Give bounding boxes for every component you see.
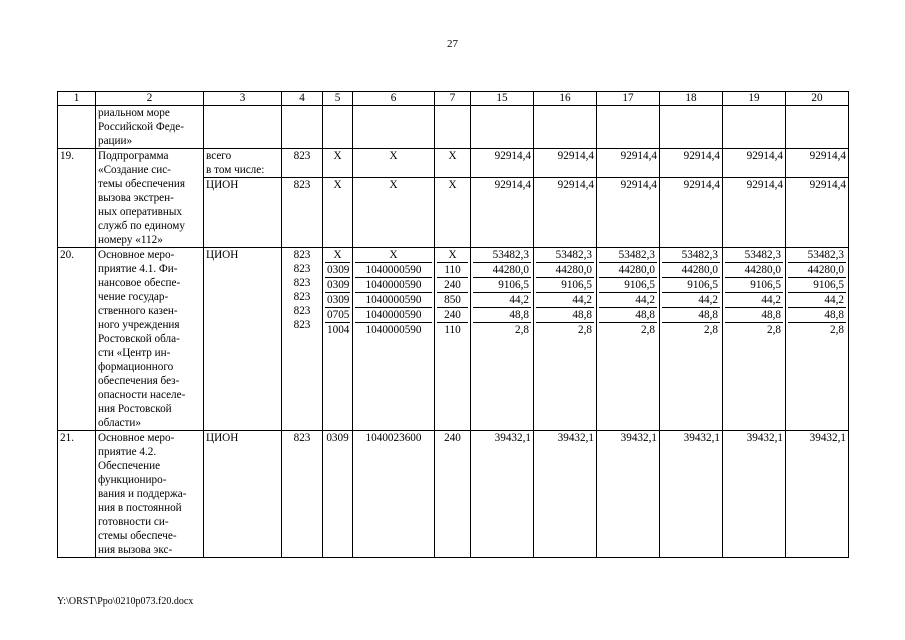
csr-line: 1040000590 [355,293,432,308]
page-number: 27 [447,38,458,50]
empty-cell [204,106,282,149]
value-line: 53482,3 [662,248,720,263]
value-line: 2,8 [515,324,529,336]
header-cell: 2 [96,92,204,106]
header-cell: 15 [471,92,534,106]
csr-line: 1040000590 [355,263,432,278]
name-line: вызова экстрен- [98,192,174,204]
header-cell: 4 [282,92,323,106]
header-cell: 17 [597,92,660,106]
value-cell: 92914,4 [660,149,723,178]
value-line: 9106,5 [725,278,783,293]
empty-cell [323,106,353,149]
name-line: Основное меро- [98,249,175,261]
header-row [58,92,849,106]
name-line: ных оперативных [98,206,182,218]
csr-line: 1040000590 [355,278,432,293]
name-line: сти «Центр ин- [98,347,171,359]
value-line: 9106,5 [473,278,531,293]
name-line: Ростовской обла- [98,333,180,345]
header-cell: 20 [786,92,849,106]
value-line: 2,8 [767,324,781,336]
header-cell: 1 [58,92,96,106]
grbs-line: 823 [293,263,311,275]
value-line: 48,8 [599,308,657,323]
name-line: нансовое обеспе- [98,277,181,289]
table-row-19a [58,149,849,178]
value-line: 53482,3 [599,248,657,263]
rzpr-cell: 0309 [323,431,353,558]
empty-cell [435,106,471,149]
value-cell: 92914,4 [471,178,534,248]
value-line: 48,8 [725,308,783,323]
header-cell: 3 [204,92,282,106]
value-line: 53482,3 [788,248,846,263]
grbs-cell: 823 [282,149,323,178]
csr-cell: 1040023600 [353,431,435,558]
name-line: ственного казен- [98,305,178,317]
value-line: 9106,5 [788,278,846,293]
vr-line: 850 [437,293,468,308]
name-line: риальном море [98,107,170,119]
name-line: ного учреждения [98,319,180,331]
value-cell: 92914,4 [723,149,786,178]
grbs-cell: 823 [282,431,323,558]
empty-cell [282,106,323,149]
grbs-line: 823 [293,291,311,303]
value-cell: 92914,4 [597,149,660,178]
name-line: Основное меро- [98,432,175,444]
grbs-line: 823 [293,305,311,317]
value-line: 9106,5 [662,278,720,293]
file-path-footer: Y:\ORST\Ppo\0210p073.f20.docx [57,596,194,607]
table-row-continuation [58,106,849,149]
value-cell: 39432,1 [786,431,849,558]
grbs-line: 823 [293,277,311,289]
csr-line: 1040000590 [365,324,422,336]
name-line: области» [98,417,141,429]
value-line: 9106,5 [536,278,594,293]
name-line: ния Ростовской [98,403,172,415]
vr-line: 240 [437,308,468,323]
value-line: 44280,0 [788,263,846,278]
name-line: вания и поддержа- [98,488,187,500]
value-line: 2,8 [578,324,592,336]
name-line: приятие 4.1. Фи- [98,263,178,275]
csr-cell: Х [353,178,435,248]
vr-line: 240 [437,278,468,293]
value-cell: 92914,4 [597,178,660,248]
value-cell: 92914,4 [786,149,849,178]
value-cell: 92914,4 [471,149,534,178]
name-line: готовности си- [98,516,169,528]
name-line: темы обеспечения [98,178,185,190]
vr-cell [435,248,471,431]
rzpr-line: Х [325,248,350,263]
empty-cell [660,106,723,149]
value-line: 2,8 [704,324,718,336]
name-line: служб по единому [98,220,185,232]
rzpr-cell [323,248,353,431]
name-line: опасности населе- [98,389,186,401]
value-cell: 92914,4 [534,149,597,178]
empty-cell [353,106,435,149]
value-cell [597,248,660,431]
name-line: «Создание сис- [98,164,171,176]
rzpr-line: 0309 [327,279,350,291]
value-cell [471,248,534,431]
table-row-21 [58,431,849,558]
rzpr-line: 0705 [327,309,350,321]
value-cell: 39432,1 [660,431,723,558]
value-line: 48,8 [536,308,594,323]
value-cell: 39432,1 [597,431,660,558]
name-line: номеру «112» [98,234,163,246]
value-cell: 92914,4 [534,178,597,248]
header-cell: 7 [435,92,471,106]
value-cell: 92914,4 [723,178,786,248]
rzpr-line: 0309 [327,264,350,276]
executor-cell: ЦИОН [204,178,282,248]
value-line: 48,8 [788,308,846,323]
executor-cell: ЦИОН [204,431,282,558]
executor-cell [204,149,282,178]
row-name-cell [96,106,204,149]
vr-line: 110 [444,324,461,336]
empty-cell [786,106,849,149]
value-line: 48,8 [662,308,720,323]
value-line: 53482,3 [725,248,783,263]
value-line: 44280,0 [473,263,531,278]
csr-line: 1040000590 [355,308,432,323]
header-cell: 6 [353,92,435,106]
header-cell: 16 [534,92,597,106]
value-line: 44280,0 [662,263,720,278]
table-row-20 [58,248,849,431]
budget-table [57,91,849,558]
value-cell: 92914,4 [786,178,849,248]
row-name-cell [96,149,204,248]
empty-cell [534,106,597,149]
value-line: 44280,0 [725,263,783,278]
empty-cell [723,106,786,149]
header-cell: 19 [723,92,786,106]
value-cell [660,248,723,431]
vr-cell: Х [435,149,471,178]
empty-cell [597,106,660,149]
rzpr-line: 0309 [327,294,350,306]
value-line: 44280,0 [536,263,594,278]
row-name-cell [96,431,204,558]
value-line: 9106,5 [599,278,657,293]
value-line: 44,2 [788,293,846,308]
value-line: 44280,0 [599,263,657,278]
executor-line: всего [206,150,232,162]
grbs-cell [282,248,323,431]
value-line: 2,8 [641,324,655,336]
value-cell [723,248,786,431]
name-line: чение государ- [98,291,169,303]
name-line: Российской Феде- [98,121,184,133]
vr-line: Х [437,248,468,263]
name-line: Обеспечение [98,460,161,472]
value-line: 2,8 [830,324,844,336]
header-cell: 18 [660,92,723,106]
grbs-line: 823 [293,249,311,261]
value-line: 44,2 [473,293,531,308]
vr-line: 110 [437,263,468,278]
rzpr-line: 1004 [327,324,350,336]
name-line: рации» [98,135,133,147]
name-line: ния вызова экс- [98,544,173,556]
rzpr-cell: Х [323,178,353,248]
vr-cell: Х [435,178,471,248]
empty-cell [471,106,534,149]
value-line: 44,2 [725,293,783,308]
value-line: 48,8 [473,308,531,323]
value-cell: 39432,1 [723,431,786,558]
row-name-cell [96,248,204,431]
value-cell: 92914,4 [660,178,723,248]
name-line: формационного [98,361,174,373]
executor-line: в том числе: [206,164,265,176]
value-line: 44,2 [599,293,657,308]
name-line: обеспечения без- [98,375,180,387]
csr-cell [353,248,435,431]
value-cell: 39432,1 [471,431,534,558]
row-number-cell: 20. [58,248,96,431]
grbs-cell: 823 [282,178,323,248]
vr-cell: 240 [435,431,471,558]
value-cell: 39432,1 [534,431,597,558]
row-number-cell: 21. [58,431,96,558]
name-line: Подпрограмма [98,150,169,162]
value-line: 44,2 [536,293,594,308]
rzpr-cell: Х [323,149,353,178]
csr-line: Х [355,248,432,263]
row-number-cell: 19. [58,149,96,248]
name-line: приятие 4.2. [98,446,157,458]
csr-cell: Х [353,149,435,178]
value-line: 53482,3 [536,248,594,263]
executor-cell: ЦИОН [204,248,282,431]
name-line: функциониро- [98,474,167,486]
grbs-line: 823 [293,319,311,331]
value-cell [534,248,597,431]
name-line: ния в постоянной [98,502,182,514]
header-cell: 5 [323,92,353,106]
row-number-cell [58,106,96,149]
value-line: 44,2 [662,293,720,308]
name-line: стемы обеспече- [98,530,177,542]
value-cell [786,248,849,431]
value-line: 53482,3 [473,248,531,263]
